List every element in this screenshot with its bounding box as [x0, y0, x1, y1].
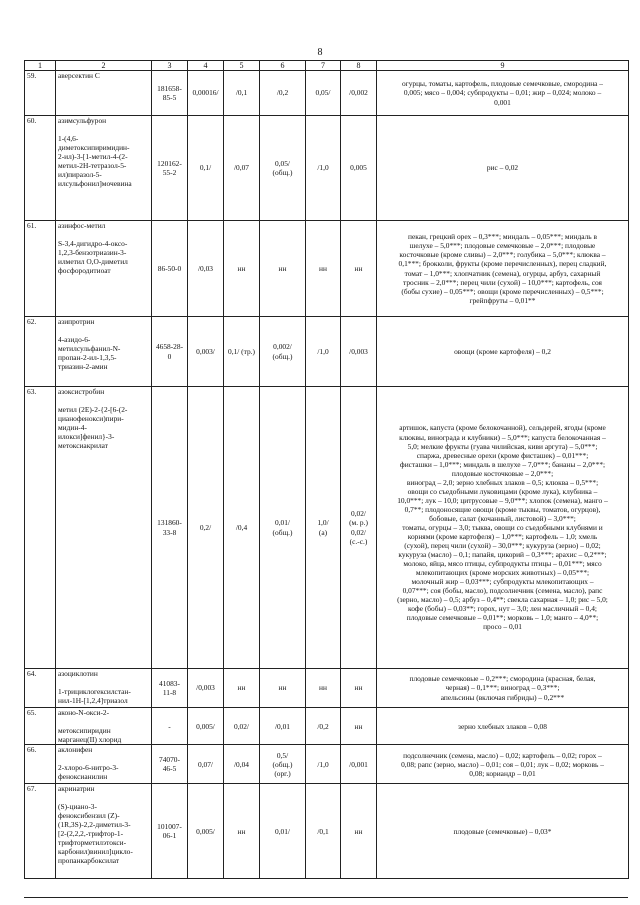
residue-limits — [377, 784, 629, 879]
col5-value: нн — [224, 669, 260, 708]
cell-line: (зерно, масло) – 0,5; арбуз – 0,4**; свекла сахарная – 1,0; рис – 5,0; — [397, 595, 608, 605]
cell-line: триазин-2-амин — [58, 362, 108, 372]
col8-value — [341, 221, 377, 317]
cell-line: 181658- — [157, 83, 182, 93]
cell-line: 5,0; мелкие фрукты (гуава чилийская, киви аргута) – 5,0***; — [407, 441, 598, 451]
cell-line: 0,08; рапс (зерно, масло) – 0,01; соя – 0,01; лук – 0,02; морковь – — [401, 759, 604, 769]
cell-line: рис – 0,02 — [486, 163, 519, 173]
cell-line: пропанкарбоксилат — [58, 856, 120, 866]
cell-line: 85-5 — [162, 93, 177, 102]
header-row — [25, 61, 629, 71]
cell-line: нн — [354, 721, 363, 731]
cell-line: косточковые (кроме сливы) – 2,0***; голубика – 5,0***; клюква – — [399, 250, 606, 260]
cell-line: трифторметилэтокси- — [58, 838, 127, 848]
col7-value — [306, 317, 341, 387]
cell-line: 0,05/ — [275, 158, 290, 168]
systematic-name — [58, 405, 149, 450]
cell-line: метил-2Н-тетразол-5- — [58, 161, 127, 171]
cell-line: /0,002 — [349, 88, 368, 98]
column-header: 1 — [25, 61, 56, 71]
residue-limits — [377, 71, 629, 116]
adi-value: 0,1/ — [188, 116, 224, 221]
col5-value: /0,04 — [224, 745, 260, 784]
adi-value: 0,00016/ — [188, 71, 224, 116]
cell-line: 46-5 — [162, 764, 177, 774]
substance-name-cell — [56, 116, 152, 221]
col5-value: /0,07 — [224, 116, 260, 221]
cell-line: млекопитающих (кроме морских животных) – 0,05***; — [415, 568, 590, 578]
cell-line: 0 — [167, 351, 172, 361]
column-header: 9 — [377, 61, 629, 71]
col7-value — [306, 116, 341, 221]
cell-line: (орг.) — [274, 768, 291, 778]
cell-line: метил (2E)-2-{2-[6-(2- — [58, 405, 128, 415]
residue-limits — [377, 317, 629, 387]
cell-line: (общ.) — [272, 527, 293, 537]
residue-limits — [377, 221, 629, 317]
cell-line: ил)пиразол-5- — [58, 170, 102, 180]
cell-line: 41083- — [159, 678, 180, 688]
systematic-name — [58, 134, 149, 188]
cell-line: пекан, грецкий орех – 0,3***; миндаль – 0,05***; миндаль в — [408, 232, 597, 242]
cell-line: марганец(II) хлорид — [58, 735, 122, 745]
cell-line: метоксипиридин — [58, 726, 111, 736]
systematic-name — [58, 726, 149, 744]
col7-value — [306, 221, 341, 317]
cell-line: 0,1***; брокколи, фрукты (кроме перечисленных), перец сладкий, — [398, 259, 607, 269]
bottom-rule — [24, 897, 628, 898]
cell-line: 0,02/ — [351, 509, 366, 519]
column-header: 6 — [260, 61, 306, 71]
column-header: 8 — [341, 61, 377, 71]
col6-value — [260, 708, 306, 745]
col7-value — [306, 71, 341, 116]
substance-name: аверсектин С — [58, 71, 100, 80]
cas-number — [152, 708, 188, 745]
cell-line: 1-(4,6- — [58, 134, 79, 144]
cas-number — [152, 669, 188, 708]
cas-number — [152, 71, 188, 116]
residue-limits — [377, 708, 629, 745]
cas-number — [152, 116, 188, 221]
cell-line: (бобы сухие) – 0,05***; овощи (кроме перечисленных) – 0,5***; — [401, 286, 604, 296]
adi-value: 0,005/ — [188, 784, 224, 879]
col7-value — [306, 387, 341, 669]
cell-line: фосфородитиоат — [58, 266, 111, 276]
cell-line: (общ.) — [272, 351, 293, 361]
cell-line: нн — [319, 683, 327, 693]
adi-value: /0,03 — [188, 221, 224, 317]
cell-line: /0,2 — [276, 88, 289, 98]
cell-line: [2-(2,2,2,-трифтор-1- — [58, 829, 124, 839]
col8-value — [341, 387, 377, 669]
cell-line: плодовые косточковые – 2,0***; — [451, 468, 554, 478]
cell-line: (а) — [318, 527, 328, 537]
systematic-name — [58, 335, 149, 371]
cell-line: молочный жир – 0,03***; субпродукты млекопитающих – — [411, 577, 594, 587]
cell-line: феноксибензил (Z)- — [58, 811, 120, 821]
row-number: 67. — [25, 784, 56, 879]
cell-line: /0,2 — [317, 721, 329, 731]
cell-line: кофе (бобы) – 0,03**; горох, нут – 3,0; лен масличный – 0,4; — [408, 604, 597, 614]
substance-name-cell — [56, 387, 152, 669]
cell-line: илсульфонил]мочевина — [58, 179, 132, 189]
col6-value — [260, 317, 306, 387]
col7-value — [306, 708, 341, 745]
cell-line: бобовые, салат (кочанный, листовой) – 3,0***; — [429, 513, 576, 523]
substance-name: азимсульфурон — [58, 116, 107, 125]
cell-line: илокси]фенил}-3- — [58, 432, 115, 442]
residue-limits — [377, 745, 629, 784]
cell-line: 120162- — [157, 158, 182, 168]
cell-line: клюквы, винограда и клубники) – 5,0***; капуста белокочанная – — [399, 432, 606, 442]
col5-value: 0,1/ (тр.) — [224, 317, 260, 387]
substance-name-cell — [56, 784, 152, 879]
cell-line: огурцы, томаты, картофель, плодовые семечковые, смородина – — [401, 79, 603, 89]
cell-line: (общ.) — [272, 168, 293, 177]
cell-line: 4-азидо-6- — [58, 335, 91, 345]
cell-line: карбонил)винил]цикло- — [58, 847, 133, 857]
cell-line: апельсины (включая гибриды) – 0,2*** — [440, 692, 565, 702]
table-row — [25, 387, 629, 669]
col8-value — [341, 784, 377, 879]
cell-line: 2-хлоро-6-нитро-3- — [58, 763, 119, 773]
col8-value — [341, 116, 377, 221]
col5-value: нн — [224, 784, 260, 879]
systematic-name — [58, 763, 149, 781]
cell-line: 1-трициклогексилстан- — [58, 687, 131, 697]
col6-value — [260, 71, 306, 116]
cas-number — [152, 221, 188, 317]
cell-line: /1,0 — [317, 163, 329, 173]
substance-name: аклонифен — [58, 745, 93, 755]
cell-line: нн — [354, 263, 363, 273]
substance-name-cell — [56, 71, 152, 116]
column-header: 3 — [152, 61, 188, 71]
cell-line: 0,01/ — [275, 826, 290, 836]
systematic-name — [58, 802, 149, 865]
col6-value — [260, 745, 306, 784]
cell-line: 0,002/ — [273, 342, 292, 352]
table-body — [25, 71, 629, 879]
cell-line: кукуруза (масло) – 0,1; папайя, цикорий – 0,3***; арахис – 0,2***; — [398, 550, 607, 560]
col5-value: нн — [224, 221, 260, 317]
cell-line: 74070- — [159, 755, 180, 765]
cell-line: /1,0 — [317, 759, 329, 769]
cell-line: S-3,4-дигидро-4-оксо- — [58, 239, 128, 249]
cell-line: спаржа, древесные орехи (кроме фисташек) – 0,01***; — [416, 450, 589, 460]
cell-line: плодовые (семечковые) – 0,03* — [453, 826, 552, 836]
table-row — [25, 116, 629, 221]
col6-value — [260, 387, 306, 669]
cell-line: 0,5/ — [276, 750, 289, 760]
adi-value: 0,003/ — [188, 317, 224, 387]
col7-value — [306, 669, 341, 708]
cell-line: артишок, капуста (кроме белокочанной), сельдерей, ягоды (кроме — [399, 423, 606, 433]
cell-line: /0,1 — [317, 826, 329, 836]
cell-line: томат – 1,0***; хлопчатник (семена), огурцы, арбуз, сахарный — [404, 268, 601, 278]
substance-name-cell — [56, 221, 152, 317]
row-number: 63. — [25, 387, 56, 669]
cell-line: (общ.) — [272, 759, 293, 769]
column-header: 7 — [306, 61, 341, 71]
cell-line: /0,001 — [349, 759, 368, 769]
cell-line: 1,0/ — [317, 518, 329, 528]
row-number: 62. — [25, 317, 56, 387]
adi-value: /0,003 — [188, 669, 224, 708]
cell-line: 11-8 — [162, 688, 177, 697]
row-number: 59. — [25, 71, 56, 116]
cell-line: илметил О,О-диметил — [58, 257, 128, 267]
cell-line: нн — [278, 263, 287, 273]
cell-line: 0,08; кориандр – 0,01 — [469, 768, 536, 778]
cell-line: нил-1Н-[1,2,4]триазол — [58, 696, 128, 706]
table-row — [25, 745, 629, 784]
row-number: 61. — [25, 221, 56, 317]
cell-line: 0,01/ — [275, 518, 290, 528]
cell-line: диметоксипиримидин- — [58, 143, 130, 153]
table-row — [25, 708, 629, 745]
cell-line: 86-50-0 — [157, 263, 182, 273]
cell-line: 10,0***; лук – 10,0; цитрусовые – 9,0***; хлопок (семена), манго – — [397, 495, 608, 505]
col5-value: /0,1 — [224, 71, 260, 116]
cell-line: грейпфруты – 0,01** — [469, 295, 536, 305]
cell-line: 0,7**; плодоносящие овощи (кроме тыквы, томатов, огурцов), — [404, 504, 601, 514]
substance-name: аконо-N-окси-2- — [58, 708, 110, 717]
cell-line: метоксиакрилат — [58, 441, 108, 451]
cell-line: 0,05/ — [315, 88, 331, 98]
cell-line: нн — [354, 826, 363, 836]
col8-value — [341, 745, 377, 784]
residue-limits — [377, 669, 629, 708]
cell-line: просо – 0,01 — [483, 622, 522, 632]
column-header: 2 — [56, 61, 152, 71]
col7-value — [306, 745, 341, 784]
cell-line: 0,005 — [350, 163, 367, 173]
cell-line: томаты, огурцы – 3,0; тыква, овощи со съедобными клубнями и — [402, 522, 603, 532]
cell-line: /1,0 — [317, 346, 329, 356]
col6-value — [260, 116, 306, 221]
cell-line: плодовые семечковые – 0,2***; смородина (красная, белая, — [409, 674, 596, 684]
cell-line: овощи (кроме картофеля) – 0,2 — [454, 346, 551, 356]
cell-line: (S)-циано-3- — [58, 802, 97, 812]
table-row — [25, 71, 629, 116]
residue-limits — [377, 116, 629, 221]
cell-line: (м. р.) — [349, 518, 368, 528]
cell-line: виноград – 2,0; зерно хлебных злаков – 0,5; клюква – 0,5***; — [406, 477, 599, 487]
col5-value: 0,02/ — [224, 708, 260, 745]
cell-line: 06-1 — [162, 831, 177, 841]
adi-value: 0,2/ — [188, 387, 224, 669]
cas-number — [152, 387, 188, 669]
cell-line: корнями (кроме картофеля) – 1,0***; картофель – 1,0; хмель — [407, 532, 598, 542]
cell-line: 1,2,3-бензотриазин-3- — [58, 248, 127, 258]
cell-line: 131860- — [157, 518, 182, 528]
col8-value — [341, 669, 377, 708]
cell-line: зерно хлебных злаков – 0,08 — [458, 721, 547, 731]
cell-line: нн — [319, 263, 327, 273]
cell-line: тросник – 2,0***; перец чили (сухой) – 10,0***; картофель, соя — [403, 277, 602, 287]
col6-value — [260, 669, 306, 708]
substance-name: азоциклотин — [58, 669, 98, 678]
cell-line: мидин-4- — [58, 423, 87, 433]
cell-line: /0,003 — [349, 346, 368, 356]
table-row — [25, 221, 629, 317]
cell-line: 0,02/ — [351, 527, 366, 537]
cell-line: 0,07***; соя (бобы, масло), подсолнечник (семена, масло), рапс — [402, 586, 603, 596]
cell-line: шелухе – 5,0***; плодовые семечковые – 2,0***; плодовые — [409, 241, 596, 251]
adi-value: 0,005/ — [188, 708, 224, 745]
cell-line: - — [168, 721, 171, 731]
residue-standards-table — [24, 60, 629, 879]
cell-line: 0,001 — [494, 97, 511, 107]
cell-line: 33-8 — [162, 527, 177, 537]
cell-line: (с.-с.) — [349, 536, 368, 546]
cell-line: цианофенокси)пири- — [58, 414, 124, 424]
cell-line: пропан-2-ил-1,3,5- — [58, 353, 117, 363]
cell-line: нн — [354, 683, 363, 693]
cell-line: 0,005; мясо – 0,004; субпродукты – 0,01; жир – 0,024; молоко – — [403, 88, 602, 98]
substance-name: азинфос-метил — [58, 221, 106, 230]
substance-name-cell — [56, 745, 152, 784]
row-number: 60. — [25, 116, 56, 221]
page-number: 8 — [317, 47, 323, 58]
cell-line: молоко, яйца, мясо птицы, субпродукты птицы – 0,01***; мясо — [403, 559, 602, 569]
cell-line: 4658-28- — [155, 342, 184, 352]
cell-line: /0,01 — [275, 721, 290, 731]
col8-value — [341, 317, 377, 387]
cell-line: 101007- — [157, 822, 182, 832]
substance-name: азипротрин — [58, 317, 95, 326]
substance-name: азоксистробин — [58, 387, 105, 396]
cell-line: черная) – 0,1***; виноград – 0,3***; — [445, 683, 560, 693]
adi-value: 0,07/ — [188, 745, 224, 784]
column-header: 4 — [188, 61, 224, 71]
substance-name: акринатрин — [58, 784, 95, 794]
col8-value — [341, 708, 377, 745]
col6-value — [260, 221, 306, 317]
systematic-name — [58, 239, 149, 275]
cell-line: плодовые семечковые – 0,01**; морковь – 1,0; манго – 4,0**; — [406, 613, 599, 623]
cell-line: (сухой), перец чили (сухой) – 30,0***; кукуруза (зерно) – 0,02; — [404, 541, 601, 551]
cell-line: (1R,3S)-2,2-диметил-3- — [58, 820, 131, 830]
cell-line: феноксианилин — [58, 772, 108, 782]
table-row — [25, 317, 629, 387]
table-row — [25, 784, 629, 879]
col5-value: /0,4 — [224, 387, 260, 669]
substance-name-cell — [56, 317, 152, 387]
systematic-name — [58, 687, 149, 705]
cell-line: 2-ил)-3-[1-метил-4-(2- — [58, 152, 128, 162]
cas-number — [152, 317, 188, 387]
cas-number — [152, 745, 188, 784]
substance-name-cell — [56, 669, 152, 708]
col6-value — [260, 784, 306, 879]
col8-value — [341, 71, 377, 116]
cell-line: метилсульфанил-N- — [58, 344, 121, 354]
cell-line: овощи со съедобными луковицами (кроме лука), клубника – — [407, 486, 598, 496]
cell-line: нн — [278, 683, 287, 693]
residue-limits — [377, 387, 629, 669]
cell-line: фисташки – 1,0***; миндаль в шелухе – 7,0***; бананы – 2,0***; — [399, 459, 606, 469]
col7-value — [306, 784, 341, 879]
table-row — [25, 669, 629, 708]
column-header: 5 — [224, 61, 260, 71]
cell-line: подсолнечник (семена, масло) – 0,02; картофель – 0,02; горох – — [403, 750, 602, 760]
substance-name-cell — [56, 708, 152, 745]
row-number: 65. — [25, 708, 56, 745]
row-number: 64. — [25, 669, 56, 708]
cell-line: 55-2 — [162, 168, 177, 177]
cas-number — [152, 784, 188, 879]
row-number: 66. — [25, 745, 56, 784]
